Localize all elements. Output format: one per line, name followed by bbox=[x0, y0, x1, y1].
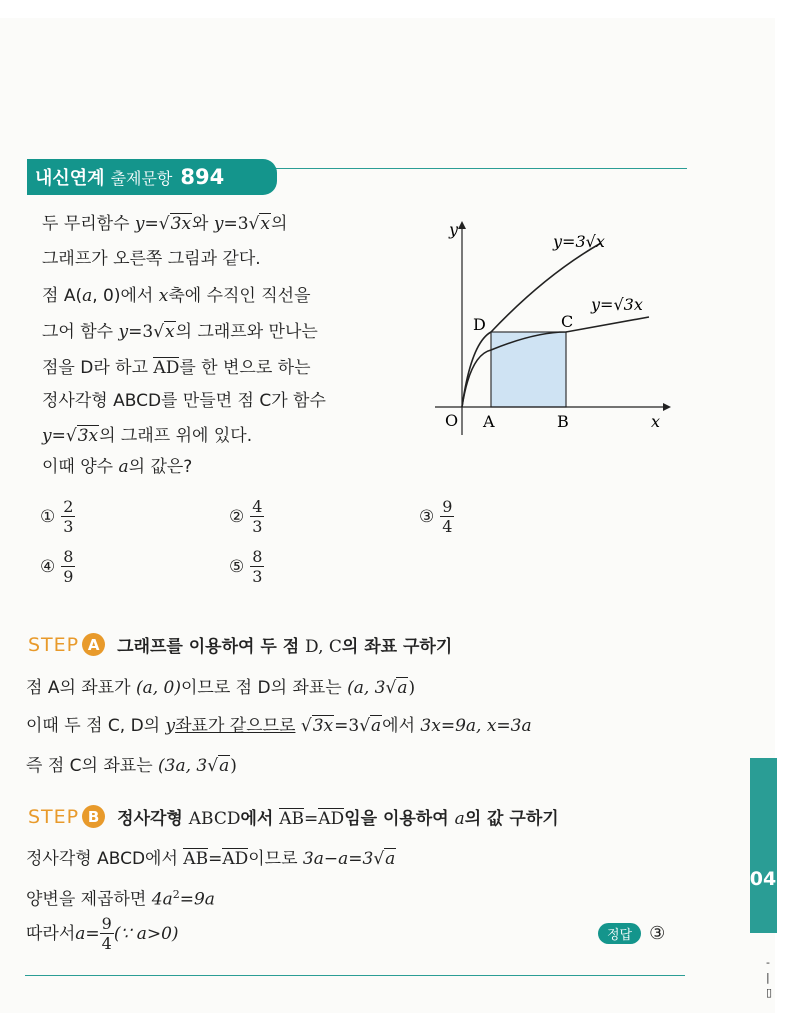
answer-badge: 정답 bbox=[598, 923, 641, 944]
step-a-heading: STEP A 그래프를 이용하여 두 점 D, C의 좌표 구하기 bbox=[28, 633, 453, 657]
header-rule bbox=[255, 168, 687, 169]
curve-label-sqrt3x: y=√3x bbox=[591, 295, 643, 314]
point-label-b: B bbox=[557, 412, 569, 431]
point-label-a: A bbox=[483, 412, 495, 431]
step-b-line-3: 따라서 a= $\frac{9}{4}$ (∵ a>0) bbox=[26, 914, 179, 953]
choice-3[interactable]: ③ $\frac{9}{4}$ bbox=[419, 497, 453, 536]
step-b-badge: B bbox=[82, 805, 105, 828]
question-line-3: 점 A(a, 0)에서 x축에 수직인 직선을 bbox=[42, 286, 311, 306]
step-b-heading: STEP B 정사각형 ABCD에서 AB=AD임을 이용하여 a의 값 구하기 bbox=[28, 805, 559, 829]
axis-label-x: x bbox=[651, 412, 661, 431]
problem-header-tag bbox=[27, 159, 277, 195]
axis-label-y: y bbox=[449, 220, 459, 239]
question-line-7: y=√3x의 그래프 위에 있다. bbox=[42, 426, 253, 446]
choice-2[interactable]: ② $\frac{4}{3}$ bbox=[229, 497, 263, 536]
step-a-line-3: 즉 점 C의 좌표는 (3a, 3√a) bbox=[26, 756, 237, 776]
answer bbox=[598, 923, 665, 944]
step-a-line-1: 점 A의 좌표가 (a, 0)이므로 점 D의 좌표는 (a, 3√a) bbox=[26, 678, 416, 698]
series-label: 내신연계 bbox=[35, 168, 105, 189]
question-line-5: 점을 D라 하고 AD를 한 변으로 하는 bbox=[42, 358, 311, 378]
step-b-line-2: 양변을 제곱하면 $4a^2=9a$ bbox=[26, 888, 215, 910]
point-label-d: D bbox=[473, 315, 486, 334]
answer-value: ③ bbox=[649, 923, 666, 944]
question-line-8: 이때 양수 a의 값은? bbox=[42, 457, 193, 477]
step-a-line-2: 이때 두 점 C, D의 y좌표가 같으므로 √3x=3√a에서 3x=9a, x=3a bbox=[26, 716, 532, 736]
question-line-6: 정사각형 ABCD를 만들면 점 C가 함수 bbox=[42, 391, 326, 411]
question-line-1: 두 무리함수 y=√3x와 y=3√x의 bbox=[42, 214, 288, 234]
choice-4[interactable]: ④ $\frac{8}{9}$ bbox=[40, 547, 74, 586]
y-axis-arrow bbox=[458, 221, 466, 229]
chapter-side-tab bbox=[750, 758, 777, 933]
point-label-c: C bbox=[561, 312, 574, 331]
question-line-2: 그래프가 오른쪽 그림과 같다. bbox=[42, 249, 261, 269]
function-graph bbox=[425, 205, 685, 440]
chapter-side-label: 04 bbox=[749, 868, 777, 890]
choice-5[interactable]: ⑤ $\frac{8}{3}$ bbox=[229, 547, 263, 586]
footer-rule bbox=[25, 975, 685, 976]
choice-1[interactable]: ① $\frac{2}{3}$ bbox=[40, 497, 74, 536]
origin-label: O bbox=[445, 411, 459, 430]
x-axis-arrow bbox=[663, 403, 671, 411]
kind-label: 출제문항 bbox=[110, 168, 173, 188]
edge-marks: - | ▯ bbox=[766, 956, 773, 999]
curve-label-3sqrtx: y=3√x bbox=[553, 232, 605, 251]
question-line-4: 그어 함수 y=3√x의 그래프와 만나는 bbox=[42, 322, 318, 342]
step-b-line-1: 정사각형 ABCD에서 AB=AD이므로 3a−a=3√a bbox=[26, 849, 396, 869]
square-abcd bbox=[491, 332, 566, 407]
step-a-badge: A bbox=[82, 633, 105, 656]
problem-number: 894 bbox=[180, 165, 225, 189]
